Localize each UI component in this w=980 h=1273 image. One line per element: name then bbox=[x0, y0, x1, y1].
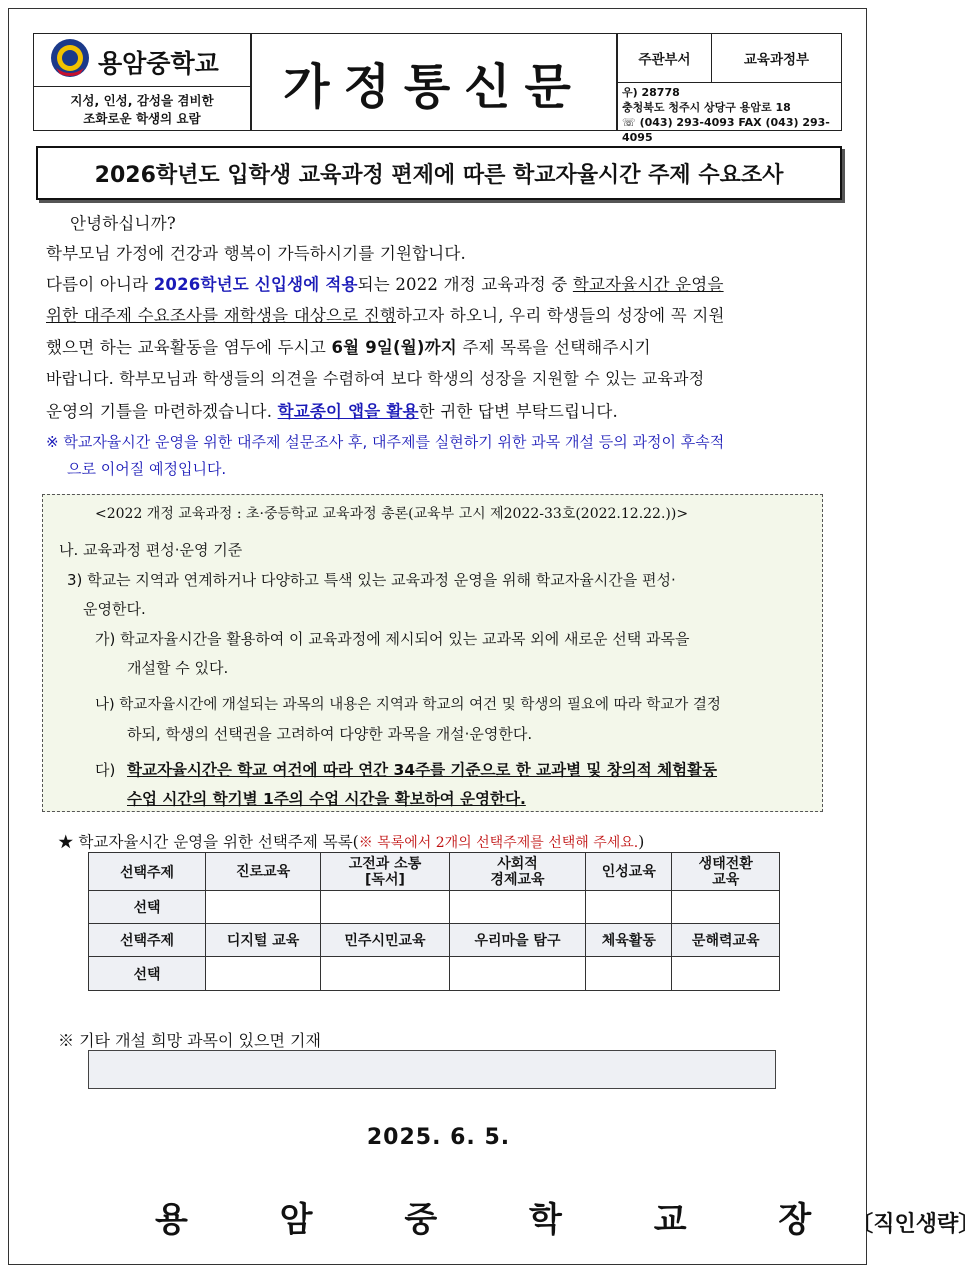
text-span: 하고자 하오니, 우리 학생들의 성장에 꼭 지원 bbox=[396, 306, 725, 325]
text-span: 운영의 기틀을 마련하겠습니다. bbox=[46, 402, 278, 421]
greeting: 안녕하십니까? bbox=[70, 214, 176, 233]
deadline: 6월 9일(월)까지 bbox=[331, 338, 457, 357]
select-label: 선택 bbox=[89, 957, 206, 991]
underlined-text: 학교자율시간 운영을 bbox=[572, 275, 724, 294]
topic-cell: 고전과 소통 [독서] bbox=[321, 853, 450, 891]
contact-box bbox=[617, 82, 842, 144]
school-emblem-icon bbox=[50, 38, 90, 78]
body-line: 바랍니다. 학부모님과 학생들의 의견을 수렴하여 보다 학생의 성장을 지원할 수 있는 교육과정 bbox=[46, 369, 705, 388]
select-cell[interactable] bbox=[206, 891, 321, 924]
other-subject-input[interactable] bbox=[88, 1050, 776, 1089]
publication-title-box bbox=[251, 33, 617, 131]
highlight-target-year: 2026학년도 신입생에 적용 bbox=[153, 275, 358, 294]
motto-line: 조화로운 학생의 요람 bbox=[83, 111, 201, 126]
select-cell[interactable] bbox=[321, 891, 450, 924]
select-cell[interactable] bbox=[206, 957, 321, 991]
underlined-text: 위한 대주제 수요조사를 재학생을 대상으로 진행 bbox=[46, 306, 397, 325]
excerpt-emphasis: 학교자율시간은 학교 여건에 따라 연간 34주를 기준으로 한 교과별 및 창의적 체험활동 bbox=[127, 761, 718, 779]
select-label: 선택 bbox=[89, 891, 206, 924]
selection-intro bbox=[58, 830, 644, 852]
excerpt-item-prefix: 다) bbox=[95, 761, 116, 779]
seal-omitted: 〔직인생략〕 bbox=[851, 1212, 980, 1237]
principal-signature bbox=[155, 1192, 980, 1241]
body-line bbox=[46, 302, 725, 326]
body-line: 학부모님 가정에 건강과 행복이 가득하시기를 기원합니다. bbox=[46, 244, 467, 263]
text-span: 다름이 아니라 bbox=[46, 275, 154, 294]
issue-date: 2025. 6. 5. bbox=[366, 1125, 511, 1150]
school-name: 용암중학교 bbox=[98, 49, 219, 78]
school-motto bbox=[34, 92, 250, 128]
topic-cell: 진로교육 bbox=[206, 853, 321, 891]
table-row bbox=[89, 891, 780, 924]
topic-selection-table bbox=[88, 852, 780, 991]
select-cell[interactable] bbox=[672, 891, 780, 924]
follow-up-note: 으로 이어질 예정입니다. bbox=[67, 460, 227, 478]
select-cell[interactable] bbox=[672, 957, 780, 991]
topic-cell: 사회적 경제교육 bbox=[449, 853, 585, 891]
text-span: ) bbox=[638, 833, 645, 851]
excerpt-item: 나) 학교자율시간에 개설되는 과목의 내용은 지역과 학교의 여건 및 학생의 필요에 따라 학교가 결정 bbox=[95, 697, 721, 713]
topic-cell: 생태전환 교육 bbox=[672, 853, 780, 891]
excerpt-section: 나. 교육과정 편성·운영 기준 bbox=[59, 541, 243, 559]
topic-cell: 우리마을 탐구 bbox=[449, 924, 585, 957]
other-subject-label: ※ 기타 개설 희망 과목이 있으면 기재 bbox=[58, 1031, 321, 1050]
topic-cell: 민주시민교육 bbox=[321, 924, 450, 957]
select-cell[interactable] bbox=[449, 891, 585, 924]
body-line bbox=[46, 334, 651, 358]
table-row bbox=[89, 957, 780, 991]
dept-value: 교육과정부 bbox=[711, 33, 842, 83]
excerpt-emphasis: 수업 시간의 학기별 1주의 수업 시간을 확보하여 운영한다. bbox=[127, 790, 526, 808]
body-line bbox=[46, 271, 724, 295]
text-span: 주제 목록을 선택해주시기 bbox=[456, 338, 651, 357]
publication-title: 가정통신문 bbox=[283, 58, 585, 115]
excerpt-item: 운영한다. bbox=[83, 600, 146, 618]
topic-cell: 문해력교육 bbox=[672, 924, 780, 957]
divider bbox=[34, 86, 250, 87]
text-span: 한 귀한 답변 부탁드립니다. bbox=[418, 402, 618, 421]
table-row bbox=[89, 924, 780, 957]
topic-cell: 디지털 교육 bbox=[206, 924, 321, 957]
select-cell[interactable] bbox=[586, 891, 672, 924]
address: 충청북도 청주시 상당구 용암로 18 bbox=[622, 101, 791, 114]
select-cell[interactable] bbox=[449, 957, 585, 991]
select-cell[interactable] bbox=[321, 957, 450, 991]
text-span: 했으면 하는 교육활동을 염두에 두시고 bbox=[46, 338, 332, 357]
motto-line: 지성, 인성, 감성을 겸비한 bbox=[70, 93, 214, 108]
row-label: 선택주제 bbox=[89, 853, 206, 891]
topic-cell: 인성교육 bbox=[586, 853, 672, 891]
excerpt-item: 3) 학교는 지역과 연계하거나 다양하고 특색 있는 교육과정 운영을 위해 학교자율시간을 편성· bbox=[67, 571, 676, 589]
school-header-box bbox=[33, 33, 251, 131]
excerpt-heading: <2022 개정 교육과정 : 초·중등학교 교육과정 총론(교육부 고시 제2022-33호(2022.12.22.))> bbox=[95, 506, 689, 522]
excerpt-item: 개설할 수 있다. bbox=[127, 659, 229, 677]
text-span: ★ 학교자율시간 운영을 위한 선택주제 목록( bbox=[58, 833, 359, 851]
body-line bbox=[46, 398, 618, 422]
dept-label: 주관부서 bbox=[617, 33, 712, 83]
row-label: 선택주제 bbox=[89, 924, 206, 957]
selection-instruction: ※ 목록에서 2개의 선택주제를 선택해 주세요. bbox=[358, 835, 639, 851]
table-row bbox=[89, 853, 780, 891]
phone-fax: ☏ (043) 293-4093 FAX (043) 293-4095 bbox=[622, 116, 830, 144]
text-span: 되는 2022 개정 교육과정 중 bbox=[357, 275, 573, 294]
select-cell[interactable] bbox=[586, 957, 672, 991]
excerpt-item: 하되, 학생의 선택권을 고려하여 다양한 과목을 개설·운영한다. bbox=[127, 725, 533, 743]
follow-up-note: ※ 학교자율시간 운영을 위한 대주제 설문조사 후, 대주제를 실현하기 위한 과목 개설 등의 과정이 후속적 bbox=[46, 433, 725, 451]
curriculum-excerpt-box bbox=[42, 494, 823, 812]
excerpt-item: 가) 학교자율시간을 활용하여 이 교육과정에 제시되어 있는 교과목 외에 새로운 선택 과목을 bbox=[95, 630, 690, 648]
topic-cell: 체육활동 bbox=[586, 924, 672, 957]
notice-title: 2026학년도 입학생 교육과정 편제에 따른 학교자율시간 주제 수요조사 bbox=[36, 146, 842, 200]
postal-code: 우) 28778 bbox=[622, 86, 680, 99]
principal-title: 용 암 중 학 교 장 bbox=[155, 1200, 852, 1240]
app-reference: 학교종이 앱을 활용 bbox=[277, 402, 419, 421]
